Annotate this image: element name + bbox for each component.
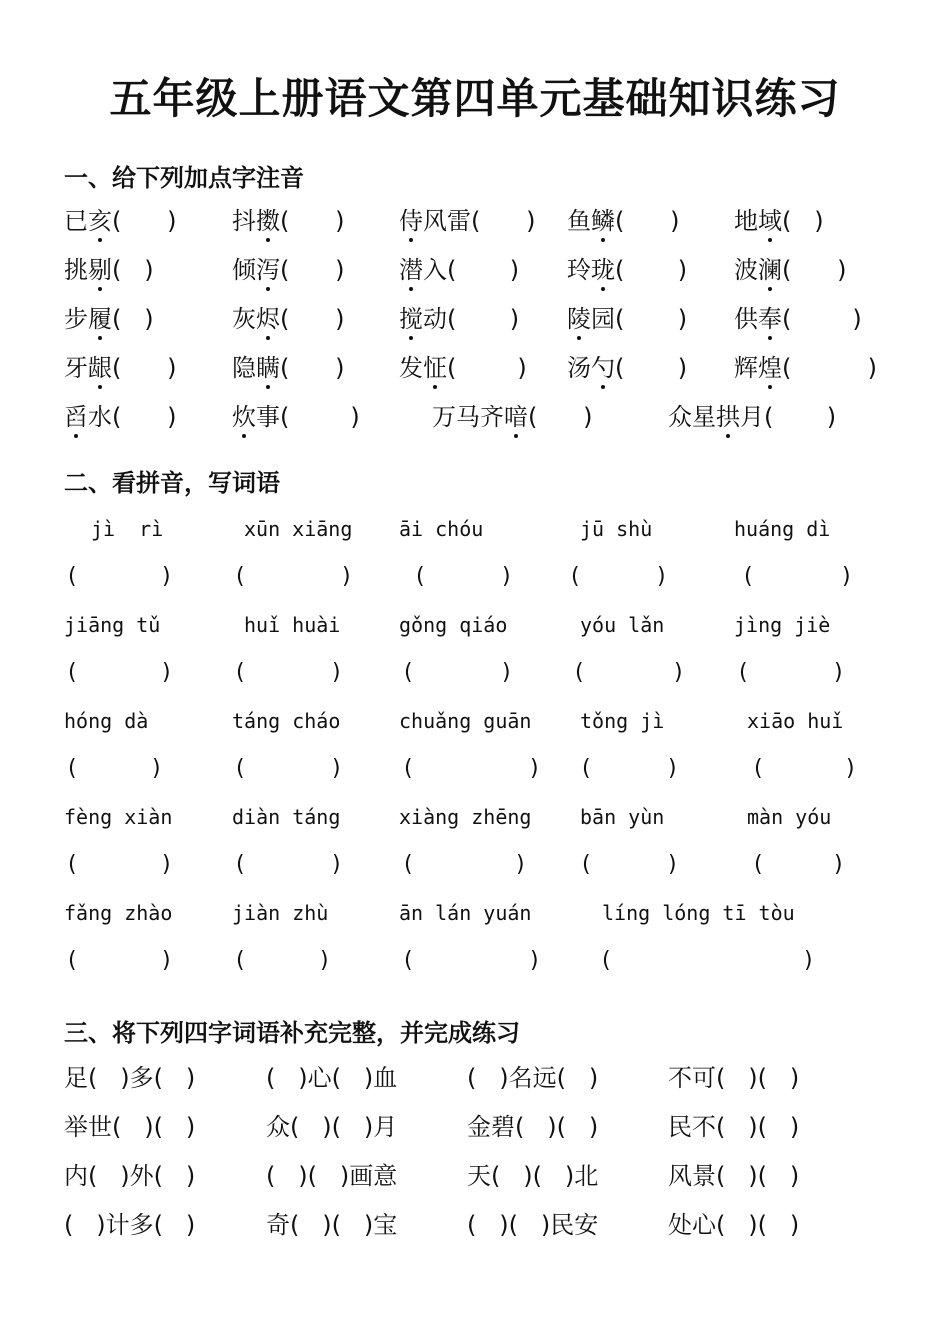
answer-blank[interactable]: ( ) bbox=[782, 256, 847, 284]
section1-row bbox=[64, 353, 904, 402]
dotted-char: 烬 bbox=[256, 305, 280, 333]
pinyin-item: xiāo huǐ bbox=[747, 709, 844, 733]
bracket-close: ) bbox=[834, 852, 843, 877]
word-item bbox=[567, 304, 687, 334]
dotted-char: 履 bbox=[88, 305, 112, 333]
answer-blank[interactable]: ( ) bbox=[471, 207, 536, 235]
dotted-char: 擞 bbox=[256, 207, 280, 235]
answer-blank[interactable]: ( ) bbox=[280, 207, 345, 235]
word-prefix: 汤 bbox=[567, 354, 591, 382]
idiom-fill-item[interactable]: ( )计多( ) bbox=[64, 1211, 196, 1239]
word-prefix: 倾 bbox=[232, 256, 256, 284]
answer-blank[interactable]: ( ) bbox=[112, 207, 177, 235]
pinyin-item: jū shù bbox=[580, 517, 653, 541]
bracket-open: ( bbox=[575, 660, 584, 685]
section3-row bbox=[64, 1063, 904, 1112]
bracket-close: ) bbox=[502, 660, 511, 685]
word-suffix: 入 bbox=[423, 256, 447, 284]
answer-row bbox=[64, 754, 904, 802]
word-item bbox=[399, 206, 536, 236]
bracket-close: ) bbox=[332, 852, 341, 877]
bracket-open: ( bbox=[754, 852, 763, 877]
bracket-open: ( bbox=[582, 756, 591, 781]
section3-row bbox=[64, 1112, 904, 1161]
idiom-fill-item[interactable]: ( )( )画意 bbox=[266, 1162, 398, 1190]
dotted-char: 勺 bbox=[591, 354, 615, 382]
idiom-fill-item[interactable]: 风景( )( ) bbox=[668, 1162, 800, 1190]
word-item bbox=[567, 353, 687, 383]
pinyin-row bbox=[64, 706, 904, 754]
dotted-char: 亥 bbox=[88, 207, 112, 235]
answer-blank[interactable]: ( ) bbox=[782, 207, 824, 235]
word-item bbox=[64, 255, 154, 285]
bracket-open: ( bbox=[739, 660, 748, 685]
pinyin-item: táng cháo bbox=[232, 709, 341, 733]
bracket-close: ) bbox=[162, 660, 171, 685]
answer-blank[interactable]: ( ) bbox=[447, 256, 520, 284]
word-item bbox=[64, 402, 177, 432]
word-prefix: 挑 bbox=[64, 256, 88, 284]
answer-blank[interactable]: ( ) bbox=[782, 354, 878, 382]
word-item bbox=[232, 402, 360, 432]
pinyin-item: jì rì bbox=[91, 517, 164, 541]
dotted-char: 喑 bbox=[504, 403, 528, 431]
answer-blank[interactable]: ( ) bbox=[112, 305, 154, 333]
bracket-close: ) bbox=[657, 564, 666, 589]
bracket-close: ) bbox=[162, 564, 171, 589]
answer-blank[interactable]: ( ) bbox=[615, 256, 688, 284]
answer-row bbox=[64, 850, 904, 898]
word-suffix: 动 bbox=[423, 305, 447, 333]
bracket-open: ( bbox=[744, 564, 753, 589]
answer-blank[interactable]: ( ) bbox=[112, 256, 154, 284]
dotted-char: 陵 bbox=[567, 305, 591, 333]
bracket-close: ) bbox=[516, 852, 525, 877]
word-prefix: 供 bbox=[734, 305, 758, 333]
bracket-close: ) bbox=[804, 948, 813, 973]
idiom-fill-item[interactable]: ( )( )民安 bbox=[467, 1211, 599, 1239]
dotted-char: 拱 bbox=[716, 403, 740, 431]
bracket-open: ( bbox=[416, 564, 425, 589]
dotted-char: 剔 bbox=[88, 256, 112, 284]
pinyin-item: tǒng jì bbox=[580, 709, 665, 733]
pinyin-item: āi chóu bbox=[399, 517, 484, 541]
pinyin-row bbox=[64, 610, 904, 658]
word-prefix: 玲 bbox=[567, 256, 591, 284]
section2-heading: 二、看拼音，写词语 bbox=[64, 469, 280, 497]
word-prefix: 发 bbox=[399, 354, 423, 382]
pinyin-item: màn yóu bbox=[747, 805, 832, 829]
pinyin-item: jiàn zhù bbox=[232, 901, 329, 925]
answer-blank[interactable]: ( ) bbox=[447, 354, 527, 382]
bracket-open: ( bbox=[404, 756, 413, 781]
answer-blank[interactable]: ( ) bbox=[280, 354, 345, 382]
idiom-fill-item[interactable]: 民不( )( ) bbox=[668, 1113, 800, 1141]
word-item bbox=[64, 353, 177, 383]
idiom-fill-item[interactable]: ( )名远( ) bbox=[467, 1064, 599, 1092]
idiom-fill-item[interactable]: 众( )( )月 bbox=[266, 1113, 398, 1141]
word-prefix: 牙 bbox=[64, 354, 88, 382]
bracket-close: ) bbox=[846, 756, 855, 781]
word-item bbox=[734, 206, 824, 236]
pinyin-item: xiàng zhēng bbox=[399, 805, 532, 829]
page-title: 五年级上册语文第四单元基础知识练习 bbox=[109, 74, 841, 123]
dotted-char: 煌 bbox=[758, 354, 782, 382]
bracket-open: ( bbox=[236, 564, 245, 589]
bracket-open: ( bbox=[236, 756, 245, 781]
bracket-open: ( bbox=[404, 852, 413, 877]
bracket-close: ) bbox=[674, 660, 683, 685]
bracket-close: ) bbox=[162, 948, 171, 973]
word-suffix: 水 bbox=[88, 403, 112, 431]
word-item bbox=[399, 304, 519, 334]
word-prefix: 已 bbox=[64, 207, 88, 235]
pinyin-item: líng lóng tī tòu bbox=[602, 901, 795, 925]
bracket-close: ) bbox=[332, 756, 341, 781]
word-prefix: 抖 bbox=[232, 207, 256, 235]
bracket-close: ) bbox=[342, 564, 351, 589]
word-item bbox=[232, 353, 345, 383]
bracket-open: ( bbox=[754, 756, 763, 781]
pinyin-row bbox=[64, 802, 904, 850]
bracket-open: ( bbox=[236, 660, 245, 685]
word-item bbox=[567, 255, 687, 285]
word-prefix: 众星 bbox=[668, 403, 716, 431]
idiom-fill-item[interactable]: 奇( )( )宝 bbox=[266, 1211, 398, 1239]
word-prefix: 鱼 bbox=[567, 207, 591, 235]
section1-row bbox=[64, 304, 904, 353]
word-prefix: 步 bbox=[64, 305, 88, 333]
bracket-open: ( bbox=[68, 852, 77, 877]
idiom-fill-item[interactable]: ( )心( )血 bbox=[266, 1064, 398, 1092]
idiom-fill-item[interactable]: 不可( )( ) bbox=[668, 1064, 800, 1092]
section3-row bbox=[64, 1210, 904, 1259]
pinyin-item: huǐ huài bbox=[244, 613, 341, 637]
bracket-open: ( bbox=[236, 852, 245, 877]
bracket-close: ) bbox=[152, 756, 161, 781]
dotted-char: 泻 bbox=[256, 256, 280, 284]
word-suffix: 园 bbox=[591, 305, 615, 333]
word-item bbox=[64, 304, 154, 334]
idiom-fill-item[interactable]: 金碧( )( ) bbox=[467, 1113, 599, 1141]
bracket-close: ) bbox=[502, 564, 511, 589]
answer-row bbox=[64, 658, 904, 706]
dotted-char: 龈 bbox=[88, 354, 112, 382]
dotted-char: 珑 bbox=[591, 256, 615, 284]
pinyin-item: bān yùn bbox=[580, 805, 665, 829]
pinyin-item: ān lán yuán bbox=[399, 901, 532, 925]
dotted-char: 搅 bbox=[399, 305, 423, 333]
pinyin-row bbox=[64, 514, 904, 562]
pinyin-item: hóng dà bbox=[64, 709, 149, 733]
section1-grid bbox=[64, 206, 904, 451]
section3-heading: 三、将下列四字词语补充完整，并完成练习 bbox=[64, 1019, 520, 1047]
bracket-open: ( bbox=[602, 948, 611, 973]
bracket-close: ) bbox=[668, 852, 677, 877]
bracket-open: ( bbox=[236, 948, 245, 973]
pinyin-row bbox=[64, 898, 904, 946]
idiom-fill-item[interactable]: 内( )外( ) bbox=[64, 1162, 196, 1190]
bracket-close: ) bbox=[332, 660, 341, 685]
bracket-close: ) bbox=[162, 852, 171, 877]
word-item bbox=[232, 255, 345, 285]
pinyin-item: huáng dì bbox=[734, 517, 831, 541]
word-prefix: 辉 bbox=[734, 354, 758, 382]
idiom-fill-item[interactable]: 举世( )( ) bbox=[64, 1113, 196, 1141]
answer-blank[interactable]: ( ) bbox=[528, 403, 593, 431]
bracket-open: ( bbox=[68, 756, 77, 781]
dotted-char: 瞒 bbox=[256, 354, 280, 382]
answer-blank[interactable]: ( ) bbox=[280, 256, 345, 284]
bracket-close: ) bbox=[842, 564, 851, 589]
word-item bbox=[668, 402, 836, 432]
pinyin-item: gǒng qiáo bbox=[399, 613, 508, 637]
dotted-char: 奉 bbox=[758, 305, 782, 333]
answer-blank[interactable]: ( ) bbox=[112, 403, 177, 431]
dotted-char: 潜 bbox=[399, 256, 423, 284]
word-item bbox=[432, 402, 593, 432]
pinyin-item: jiāng tǔ bbox=[64, 613, 161, 637]
bracket-open: ( bbox=[68, 564, 77, 589]
answer-blank[interactable]: ( ) bbox=[615, 354, 688, 382]
answer-blank[interactable]: ( ) bbox=[615, 305, 688, 333]
section1-row bbox=[64, 402, 904, 451]
pinyin-item: xūn xiāng bbox=[244, 517, 353, 541]
word-item bbox=[734, 353, 877, 383]
word-item bbox=[567, 206, 680, 236]
pinyin-item: diàn táng bbox=[232, 805, 341, 829]
word-item bbox=[232, 304, 345, 334]
word-suffix: 事 bbox=[256, 403, 280, 431]
word-item bbox=[232, 206, 345, 236]
answer-row bbox=[64, 562, 904, 610]
bracket-open: ( bbox=[571, 564, 580, 589]
section3-row bbox=[64, 1161, 904, 1210]
bracket-close: ) bbox=[320, 948, 329, 973]
section1-heading: 一、给下列加点字注音 bbox=[64, 164, 304, 192]
answer-blank[interactable]: ( ) bbox=[280, 403, 360, 431]
dotted-char: 怔 bbox=[423, 354, 447, 382]
word-prefix: 灰 bbox=[232, 305, 256, 333]
word-prefix: 万马齐 bbox=[432, 403, 504, 431]
word-item bbox=[734, 255, 847, 285]
bracket-open: ( bbox=[68, 948, 77, 973]
dotted-char: 炊 bbox=[232, 403, 256, 431]
dotted-char: 侍 bbox=[399, 207, 423, 235]
bracket-close: ) bbox=[530, 756, 539, 781]
answer-blank[interactable]: ( ) bbox=[112, 354, 177, 382]
word-prefix: 波 bbox=[734, 256, 758, 284]
pinyin-item: fèng xiàn bbox=[64, 805, 173, 829]
answer-blank[interactable]: ( ) bbox=[764, 403, 837, 431]
word-item bbox=[399, 255, 519, 285]
bracket-open: ( bbox=[68, 660, 77, 685]
section1-row bbox=[64, 255, 904, 304]
answer-blank[interactable]: ( ) bbox=[280, 305, 345, 333]
word-item bbox=[399, 353, 527, 383]
answer-blank[interactable]: ( ) bbox=[615, 207, 680, 235]
section3-grid bbox=[64, 1063, 904, 1259]
word-item bbox=[734, 304, 862, 334]
dotted-char: 澜 bbox=[758, 256, 782, 284]
section2-grid bbox=[64, 514, 904, 994]
dotted-char: 域 bbox=[758, 207, 782, 235]
answer-blank[interactable]: ( ) bbox=[447, 305, 520, 333]
idiom-fill-item[interactable]: 天( )( )北 bbox=[467, 1162, 599, 1190]
pinyin-item: jìng jiè bbox=[734, 613, 831, 637]
answer-row bbox=[64, 946, 904, 994]
word-suffix: 风雷 bbox=[423, 207, 471, 235]
word-item bbox=[64, 206, 177, 236]
dotted-char: 鳞 bbox=[591, 207, 615, 235]
word-prefix: 隐 bbox=[232, 354, 256, 382]
section1-row bbox=[64, 206, 904, 255]
pinyin-item: fǎng zhào bbox=[64, 901, 173, 925]
pinyin-item: chuǎng guān bbox=[399, 709, 532, 733]
answer-blank[interactable]: ( ) bbox=[782, 305, 862, 333]
bracket-close: ) bbox=[834, 660, 843, 685]
bracket-close: ) bbox=[530, 948, 539, 973]
word-suffix: 月 bbox=[740, 403, 764, 431]
dotted-char: 舀 bbox=[64, 403, 88, 431]
idiom-fill-item[interactable]: 处心( )( ) bbox=[668, 1211, 800, 1239]
bracket-open: ( bbox=[404, 948, 413, 973]
bracket-open: ( bbox=[582, 852, 591, 877]
idiom-fill-item[interactable]: 足( )多( ) bbox=[64, 1064, 196, 1092]
word-prefix: 地 bbox=[734, 207, 758, 235]
bracket-close: ) bbox=[668, 756, 677, 781]
bracket-open: ( bbox=[404, 660, 413, 685]
pinyin-item: yóu lǎn bbox=[580, 613, 665, 637]
